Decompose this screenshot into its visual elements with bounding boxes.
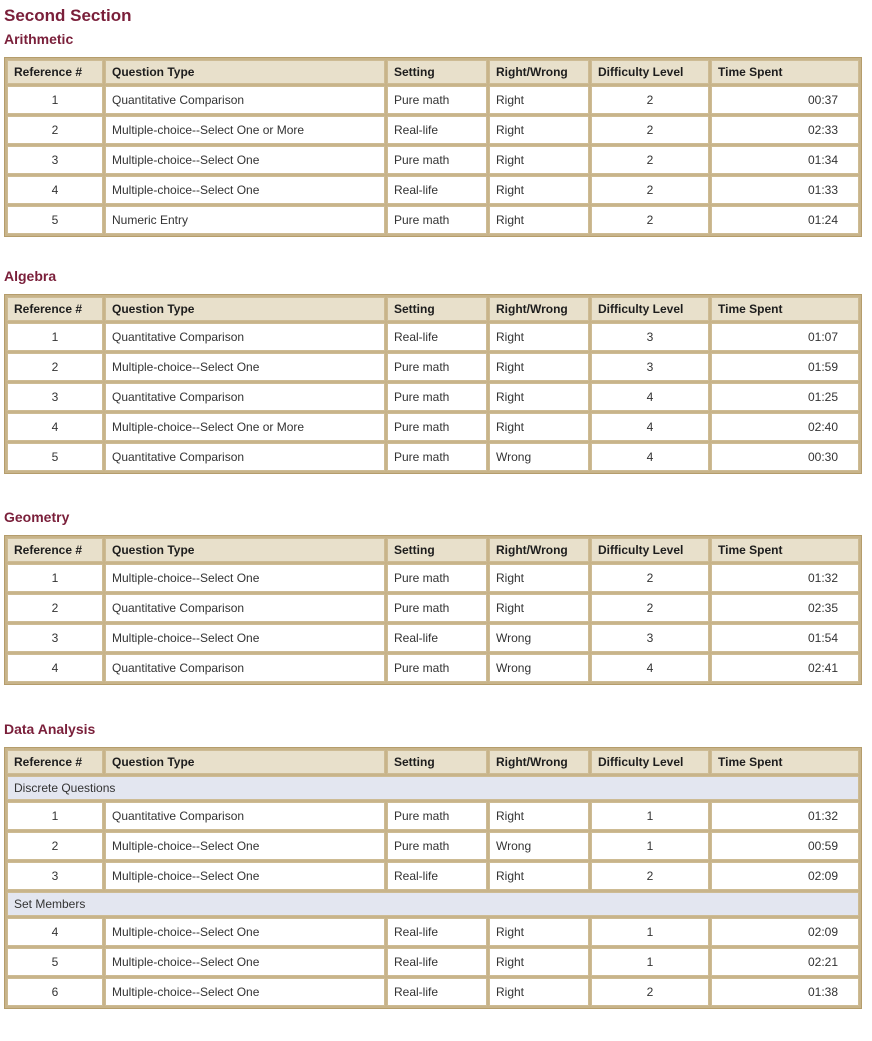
cell-difficulty-level: 3 [591, 353, 709, 381]
cell-difficulty-level: 4 [591, 383, 709, 411]
cell-time-spent: 02:41 [711, 654, 859, 682]
cell-time-spent: 01:54 [711, 624, 859, 652]
cell-time-spent: 01:07 [711, 323, 859, 351]
table-row [7, 978, 859, 1006]
header-setting: Setting [387, 538, 487, 562]
cell-question-type: Numeric Entry [105, 206, 385, 234]
table-geometry [4, 535, 862, 685]
header-time-spent: Time Spent [711, 750, 859, 774]
cell-time-spent: 02:40 [711, 413, 859, 441]
cell-question-type: Multiple-choice--Select One [105, 624, 385, 652]
cell-right-wrong: Right [489, 594, 589, 622]
group-label: Set Members [7, 892, 859, 916]
cell-difficulty-level: 2 [591, 146, 709, 174]
cell-reference: 4 [7, 918, 103, 946]
group-row [7, 892, 859, 916]
cell-reference: 1 [7, 86, 103, 114]
group-row [7, 776, 859, 800]
cell-setting: Pure math [387, 802, 487, 830]
cell-setting: Pure math [387, 86, 487, 114]
header-difficulty-level: Difficulty Level [591, 750, 709, 774]
header-setting: Setting [387, 297, 487, 321]
cell-setting: Pure math [387, 413, 487, 441]
header-question-type: Question Type [105, 60, 385, 84]
header-setting: Setting [387, 60, 487, 84]
cell-right-wrong: Right [489, 862, 589, 890]
table-row [7, 862, 859, 890]
table-row [7, 948, 859, 976]
cell-difficulty-level: 2 [591, 86, 709, 114]
cell-reference: 1 [7, 564, 103, 592]
cell-reference: 1 [7, 802, 103, 830]
cell-difficulty-level: 2 [591, 116, 709, 144]
header-difficulty-level: Difficulty Level [591, 538, 709, 562]
header-right-wrong: Right/Wrong [489, 60, 589, 84]
table-row [7, 206, 859, 234]
cell-question-type: Multiple-choice--Select One [105, 918, 385, 946]
cell-setting: Pure math [387, 206, 487, 234]
cell-reference: 3 [7, 862, 103, 890]
cell-right-wrong: Right [489, 802, 589, 830]
cell-reference: 6 [7, 978, 103, 1006]
cell-question-type: Quantitative Comparison [105, 594, 385, 622]
cell-time-spent: 02:09 [711, 862, 859, 890]
cell-time-spent: 02:21 [711, 948, 859, 976]
cell-right-wrong: Right [489, 918, 589, 946]
cell-question-type: Quantitative Comparison [105, 443, 385, 471]
table-row [7, 594, 859, 622]
header-right-wrong: Right/Wrong [489, 297, 589, 321]
cell-setting: Real-life [387, 624, 487, 652]
section-title-geometry: Geometry [4, 509, 70, 525]
section-title-algebra: Algebra [4, 268, 57, 284]
table-data-analysis [4, 747, 862, 1009]
cell-right-wrong: Wrong [489, 624, 589, 652]
cell-right-wrong: Right [489, 413, 589, 441]
header-reference: Reference # [7, 60, 103, 84]
cell-setting: Real-life [387, 948, 487, 976]
cell-reference: 5 [7, 948, 103, 976]
cell-right-wrong: Right [489, 146, 589, 174]
cell-time-spent: 01:34 [711, 146, 859, 174]
cell-difficulty-level: 1 [591, 802, 709, 830]
cell-setting: Real-life [387, 862, 487, 890]
cell-time-spent: 01:33 [711, 176, 859, 204]
cell-question-type: Multiple-choice--Select One [105, 176, 385, 204]
cell-reference: 2 [7, 116, 103, 144]
cell-reference: 5 [7, 206, 103, 234]
table-row [7, 353, 859, 381]
table-arithmetic [4, 57, 862, 237]
cell-setting: Pure math [387, 146, 487, 174]
cell-setting: Pure math [387, 564, 487, 592]
cell-right-wrong: Right [489, 564, 589, 592]
cell-right-wrong: Right [489, 383, 589, 411]
cell-setting: Pure math [387, 594, 487, 622]
cell-difficulty-level: 4 [591, 654, 709, 682]
header-difficulty-level: Difficulty Level [591, 60, 709, 84]
table-header [7, 538, 859, 562]
cell-reference: 2 [7, 832, 103, 860]
section-title-arithmetic: Arithmetic [4, 31, 74, 47]
cell-time-spent: 01:25 [711, 383, 859, 411]
cell-right-wrong: Right [489, 206, 589, 234]
cell-time-spent: 02:35 [711, 594, 859, 622]
cell-time-spent: 01:38 [711, 978, 859, 1006]
header-right-wrong: Right/Wrong [489, 538, 589, 562]
cell-difficulty-level: 3 [591, 624, 709, 652]
cell-right-wrong: Right [489, 323, 589, 351]
cell-question-type: Quantitative Comparison [105, 802, 385, 830]
cell-question-type: Multiple-choice--Select One or More [105, 413, 385, 441]
cell-right-wrong: Right [489, 116, 589, 144]
header-setting: Setting [387, 750, 487, 774]
cell-time-spent: 01:59 [711, 353, 859, 381]
table-header [7, 60, 859, 84]
section-title-data-analysis: Data Analysis [4, 721, 96, 737]
cell-right-wrong: Right [489, 978, 589, 1006]
header-reference: Reference # [7, 750, 103, 774]
table-algebra [4, 294, 862, 474]
cell-difficulty-level: 2 [591, 176, 709, 204]
cell-time-spent: 02:09 [711, 918, 859, 946]
table-row [7, 624, 859, 652]
table-row [7, 802, 859, 830]
header-reference: Reference # [7, 297, 103, 321]
cell-reference: 3 [7, 146, 103, 174]
header-right-wrong: Right/Wrong [489, 750, 589, 774]
table-header [7, 750, 859, 774]
cell-question-type: Quantitative Comparison [105, 654, 385, 682]
cell-right-wrong: Right [489, 86, 589, 114]
table-row [7, 116, 859, 144]
cell-right-wrong: Right [489, 948, 589, 976]
table-row [7, 918, 859, 946]
cell-difficulty-level: 1 [591, 948, 709, 976]
cell-difficulty-level: 1 [591, 918, 709, 946]
cell-setting: Pure math [387, 654, 487, 682]
cell-reference: 3 [7, 624, 103, 652]
cell-time-spent: 00:30 [711, 443, 859, 471]
cell-setting: Pure math [387, 383, 487, 411]
header-time-spent: Time Spent [711, 297, 859, 321]
table-row [7, 323, 859, 351]
header-difficulty-level: Difficulty Level [591, 297, 709, 321]
cell-time-spent: 00:59 [711, 832, 859, 860]
table-row [7, 86, 859, 114]
cell-setting: Pure math [387, 353, 487, 381]
cell-reference: 1 [7, 323, 103, 351]
cell-difficulty-level: 1 [591, 832, 709, 860]
cell-difficulty-level: 2 [591, 206, 709, 234]
cell-right-wrong: Wrong [489, 443, 589, 471]
header-time-spent: Time Spent [711, 538, 859, 562]
header-reference: Reference # [7, 538, 103, 562]
table-row [7, 176, 859, 204]
cell-question-type: Multiple-choice--Select One [105, 948, 385, 976]
cell-setting: Real-life [387, 323, 487, 351]
cell-time-spent: 01:24 [711, 206, 859, 234]
cell-difficulty-level: 2 [591, 594, 709, 622]
cell-reference: 4 [7, 413, 103, 441]
cell-reference: 2 [7, 353, 103, 381]
table-row [7, 564, 859, 592]
cell-time-spent: 02:33 [711, 116, 859, 144]
table-header [7, 297, 859, 321]
cell-question-type: Multiple-choice--Select One [105, 146, 385, 174]
cell-question-type: Multiple-choice--Select One [105, 832, 385, 860]
cell-reference: 5 [7, 443, 103, 471]
cell-difficulty-level: 4 [591, 413, 709, 441]
cell-time-spent: 00:37 [711, 86, 859, 114]
header-question-type: Question Type [105, 538, 385, 562]
table-row [7, 832, 859, 860]
cell-question-type: Multiple-choice--Select One [105, 353, 385, 381]
table-row [7, 654, 859, 682]
cell-question-type: Quantitative Comparison [105, 323, 385, 351]
cell-question-type: Multiple-choice--Select One [105, 862, 385, 890]
cell-reference: 4 [7, 176, 103, 204]
cell-setting: Real-life [387, 978, 487, 1006]
table-row [7, 443, 859, 471]
cell-right-wrong: Right [489, 353, 589, 381]
cell-difficulty-level: 4 [591, 443, 709, 471]
table-row [7, 146, 859, 174]
cell-difficulty-level: 3 [591, 323, 709, 351]
cell-reference: 4 [7, 654, 103, 682]
cell-difficulty-level: 2 [591, 862, 709, 890]
cell-right-wrong: Wrong [489, 654, 589, 682]
cell-question-type: Multiple-choice--Select One or More [105, 116, 385, 144]
cell-difficulty-level: 2 [591, 978, 709, 1006]
group-label: Discrete Questions [7, 776, 859, 800]
table-row [7, 383, 859, 411]
cell-reference: 2 [7, 594, 103, 622]
cell-time-spent: 01:32 [711, 802, 859, 830]
cell-question-type: Quantitative Comparison [105, 86, 385, 114]
cell-question-type: Quantitative Comparison [105, 383, 385, 411]
cell-right-wrong: Wrong [489, 832, 589, 860]
cell-time-spent: 01:32 [711, 564, 859, 592]
cell-setting: Real-life [387, 918, 487, 946]
cell-setting: Real-life [387, 116, 487, 144]
cell-reference: 3 [7, 383, 103, 411]
table-row [7, 413, 859, 441]
cell-difficulty-level: 2 [591, 564, 709, 592]
cell-question-type: Multiple-choice--Select One [105, 564, 385, 592]
cell-setting: Pure math [387, 443, 487, 471]
header-question-type: Question Type [105, 750, 385, 774]
page-title: Second Section [4, 6, 132, 25]
cell-question-type: Multiple-choice--Select One [105, 978, 385, 1006]
cell-right-wrong: Right [489, 176, 589, 204]
header-time-spent: Time Spent [711, 60, 859, 84]
cell-setting: Pure math [387, 832, 487, 860]
cell-setting: Real-life [387, 176, 487, 204]
header-question-type: Question Type [105, 297, 385, 321]
